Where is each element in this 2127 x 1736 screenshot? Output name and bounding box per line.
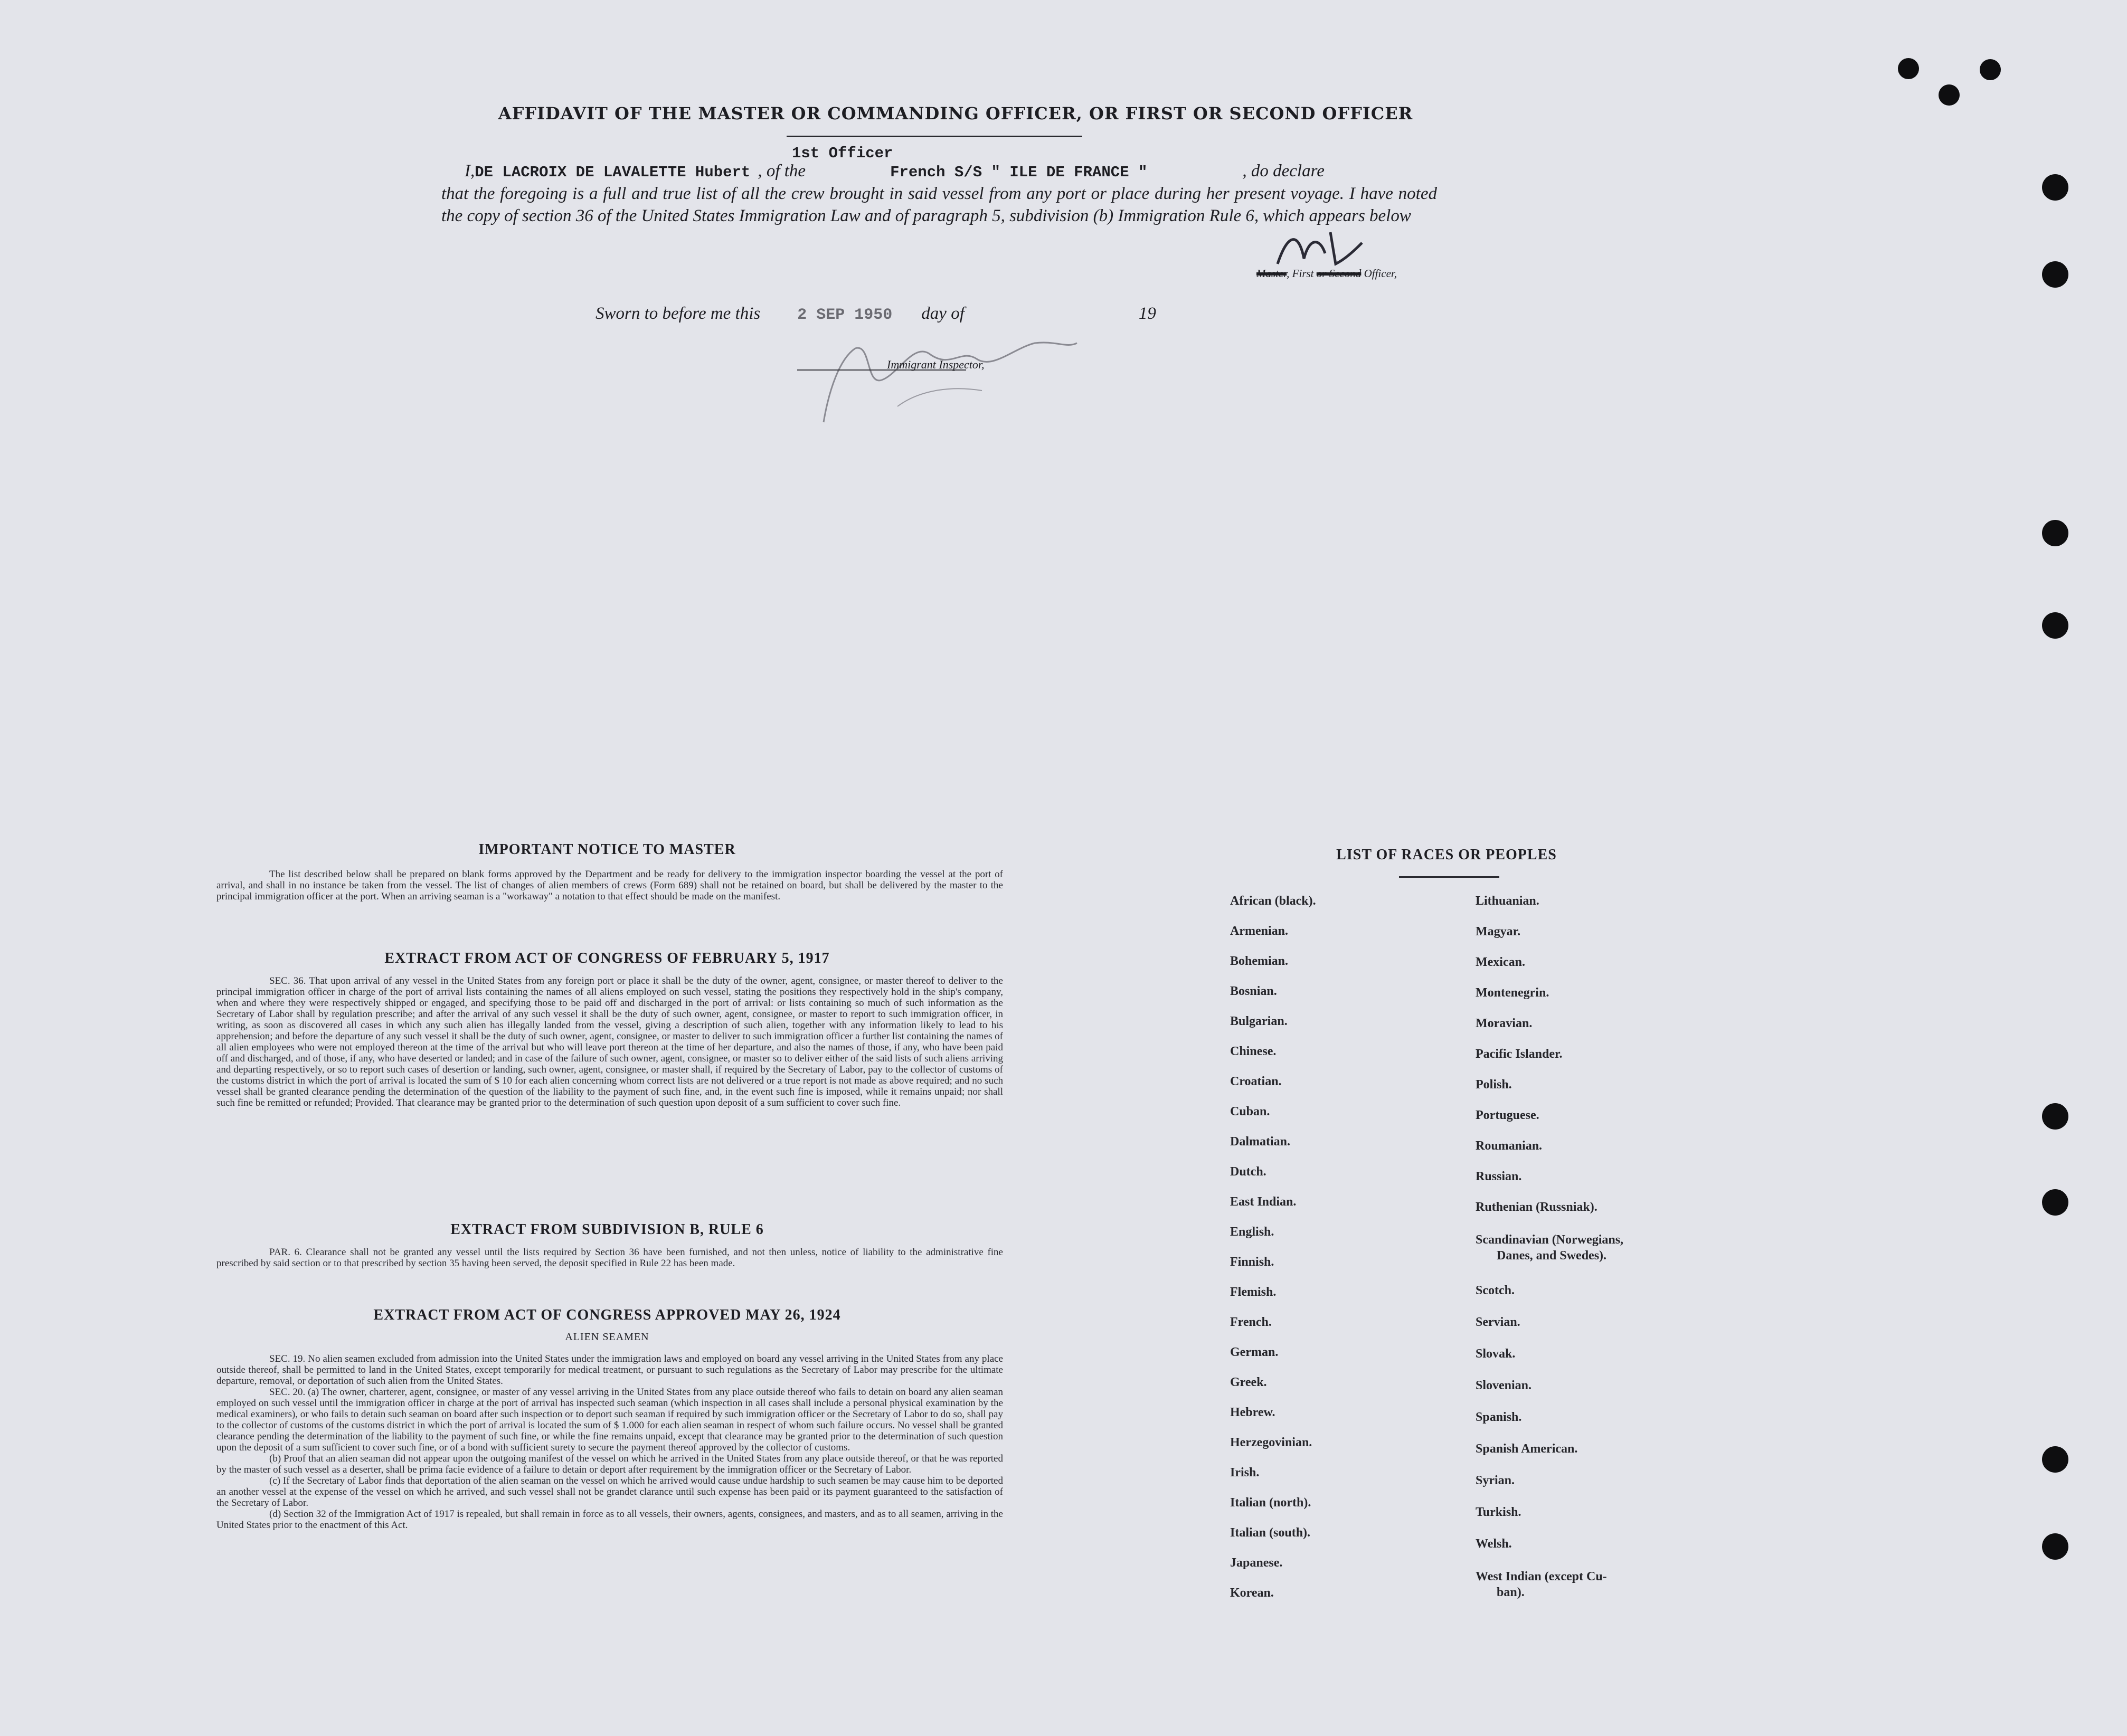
master-name-typed: DE LACROIX DE LAVALETTE Hubert (475, 164, 751, 181)
punch-hole (1980, 59, 2001, 80)
race-item: ban). (1497, 1586, 1525, 1599)
year-prefix: 19 (1138, 304, 1156, 323)
punch-hole (1939, 84, 1960, 106)
race-item: Syrian. (1476, 1474, 1515, 1487)
race-item: East Indian. (1230, 1195, 1297, 1209)
subdivision-b-text: PAR. 6. Clearance shall not be granted any vessel until the lists required by Section 36 have been furnished, and not then unless, notice of liability to the administrative fine prescribed by said section or to that prescribed by section 35 having been served, the deposit specified in Rule 22 has been made. (216, 1247, 1003, 1269)
rank-typed: 1st Officer (792, 145, 893, 162)
sec-20b-text: (b) Proof that an alien seaman did not appear upon the outgoing manifest of the vessel on which he arrived in the United States from any place outside thereof, or that he was reported by the master of such vessel as a deserter, shall be prima facie evidence of a failure to detain or deport after requirement by the immigration officer or the Secretary of Labor. (216, 1453, 1003, 1475)
race-item: Japanese. (1230, 1556, 1283, 1570)
races-column-2 (1476, 894, 1697, 1612)
officer-text: Officer, (1361, 267, 1397, 280)
extract-1917-title: EXTRACT FROM ACT OF CONGRESS OF FEBRUARY 5, 1917 (384, 950, 830, 966)
race-item: Spanish American. (1476, 1442, 1578, 1456)
notice-title: IMPORTANT NOTICE TO MASTER (478, 841, 736, 858)
punch-hole (1898, 58, 1919, 79)
race-item: Portuguese. (1476, 1108, 1539, 1122)
race-item: Dutch. (1230, 1165, 1266, 1179)
of-the-text: , of the (758, 162, 806, 181)
race-item: Korean. (1230, 1586, 1274, 1600)
race-item: West Indian (except Cu- (1476, 1570, 1607, 1583)
race-item: Turkish. (1476, 1505, 1521, 1519)
first-text: , First (1287, 267, 1314, 280)
race-item: Scandinavian (Norwegians, (1476, 1233, 1624, 1247)
day-of-text: day of (921, 304, 965, 323)
race-item: Pacific Islander. (1476, 1047, 1563, 1061)
race-item: Roumanian. (1476, 1139, 1543, 1153)
race-item: Dalmatian. (1230, 1135, 1290, 1149)
sec-20c-text: (c) If the Secretary of Labor finds that deportation of the alien seaman on the vessel on which he arrived would cause undue hardship to such seamen be may cause him to be deported an another vessel at the expense of the vessel on which he arrived, and such vessel shall not be grandet clarance until such expense has been paid or its payment guaranteed to the satisfaction of the Secretary of Labor. (216, 1475, 1003, 1509)
subdivision-b-title: EXTRACT FROM SUBDIVISION B, RULE 6 (450, 1221, 764, 1238)
race-item: Armenian. (1230, 924, 1288, 938)
notice-text: The list described below shall be prepared on blank forms approved by the Department and be ready for delivery to the immigration inspector boarding the vessel at the port of arrival, and shall in no instance be taken from the vessel. The list of changes of alien members of crews (Form 689) shall not be retained on board, but shall be delivered by the master to the principal immigration officer at the port. When an arriving seaman is a "workaway" a notation to that effect should be made on the manifest. (216, 869, 1003, 902)
race-item: Ruthenian (Russniak). (1476, 1200, 1597, 1214)
sec-20a-text: SEC. 20. (a) The owner, charterer, agent, consignee, or master of any vessel arriving in the United States from any place outside thereof who fails to detain on board any alien seaman employed on such vessel until the immigration officer in charge at the port of arrival has inspected such seaman (which inspection in all cases shall include a personal physical examination by the medical examiners), or who fails to detain such seaman on board after such inspection or to deport such seaman if required by such immigration officer or the Secretary of Labor to do so, shall pay to the collector of customs of the customs district in which the port of arrival is located the sum of $ 1.000 for each alien seaman in respect of whom such failure occurs. No vessel shall be granted clearance pending the determination of the liability to the payment of such fine, or while the fine remains unpaid, except that clearance may be granted prior to the determination of such question upon the deposit of a sum sufficient to cover such fine, or of a bond with sufficient surety to secure the payment thereof approved by the collector of customs. (216, 1387, 1003, 1453)
declaration-body: that the foregoing is a full and true list of all the crew brought in said vessel from any port or place during her present voyage. I have noted the copy of section 36 of the United States Immigration Law and of paragraph 5, subdivision (b) Immigration Rule 6, which appears below (441, 184, 1437, 225)
punch-hole (2042, 1533, 2068, 1560)
extract-1917-text: SEC. 36. That upon arrival of any vessel in the United States from any foreign port or place it shall be the duty of the owner, agent, consignee, or master thereof to deliver to the principal immigration officer in charge of the port of arrival lists containing the names of all aliens employed on such vessel, stating the positions they respectively hold in the ship's company, when and where they were respectively shipped or engaged, and specifying those to be paid off and discharged in the port of arrival: or lists containing so much of such information as the Secretary of Labor shall by regulation prescribe; and after the arrival of any such vessel it shall be the duty of such owner, agent, consignee, or master to report to such immigration officer, in writing, as soon as discovered all cases in which any such alien has illegally landed from the vessel, giving a description of such alien, together with any information likely to lead to his apprehension; and before the departure of any such vessel it shall be the duty of such owner, agent, consignee, or master to deliver to such immigration officer a further list containing the names of all alien employees who were not employed thereon at the time of the arrival but who will leave port thereon at the time of her departure, and also the names of those, if any, who have been paid off and discharged, and of those, if any, who have deserted or landed; and in case of the failure of such owner, agent, consignee, or master so to deliver either of the said lists of such aliens arriving and departing respectively, or so to report such cases of desertion or landing, such owner, agent, consignee, or master shall, if required by the Secretary of Labor, pay to the collector of customs of the customs district in which the port of arrival is located the sum of $ 10 for each alien concerning whom correct lists are not delivered or a true report is not made as above required; and no such vessel shall be granted clearance pending the determination of the question of the liability to the payment of such fine, and, in the event such fine is imposed, while it remains unpaid; nor shall such fine be remitted or refunded; Provided. That clearance may be granted prior to the determination of such question upon deposit of a sum sufficient to cover such fine. (216, 975, 1003, 1108)
race-item: Irish. (1230, 1466, 1260, 1479)
race-item: Russian. (1476, 1170, 1522, 1183)
declaration-line (465, 162, 1436, 181)
race-item: Welsh. (1476, 1537, 1512, 1551)
race-item: Spanish. (1476, 1410, 1522, 1424)
race-item: Mexican. (1476, 955, 1525, 969)
extract-1924-title: EXTRACT FROM ACT OF CONGRESS APPROVED MAY 26, 1924 (373, 1307, 841, 1323)
race-item: Magyar. (1476, 925, 1521, 938)
race-item: Montenegrin. (1476, 986, 1549, 1000)
title-rule (787, 136, 1082, 137)
punch-hole (2042, 174, 2068, 201)
race-item: Italian (north). (1230, 1496, 1311, 1510)
extract-1924-body (216, 1353, 1003, 1531)
race-item: Finnish. (1230, 1255, 1274, 1269)
race-item: Bulgarian. (1230, 1014, 1288, 1028)
races-title: LIST OF RACES OR PEOPLES (1336, 847, 1557, 863)
races-column-1 (1230, 894, 1441, 1601)
race-item: Herzegovinian. (1230, 1436, 1312, 1449)
declaration-prefix: I, (465, 162, 475, 181)
race-item: Slovak. (1476, 1347, 1516, 1361)
race-item: Lithuanian. (1476, 894, 1539, 908)
master-struck: Master (1256, 267, 1287, 280)
punch-hole (2042, 520, 2068, 546)
race-item: Chinese. (1230, 1045, 1277, 1058)
sworn-line (595, 304, 1156, 324)
declare-text: , do declare (1242, 162, 1325, 181)
race-item: Slovenian. (1476, 1379, 1532, 1392)
race-item: Flemish. (1230, 1285, 1277, 1299)
race-item: Greek. (1230, 1375, 1267, 1389)
inspector-signature (792, 327, 1088, 433)
race-item: German. (1230, 1345, 1279, 1359)
sworn-prefix: Sworn to before me this (595, 304, 761, 323)
punch-hole (2042, 1103, 2068, 1130)
race-item: French. (1230, 1315, 1272, 1329)
race-item: English. (1230, 1225, 1274, 1239)
race-item: African (black). (1230, 894, 1316, 908)
race-item: Hebrew. (1230, 1406, 1275, 1419)
race-item: Moravian. (1476, 1017, 1533, 1030)
race-item: Polish. (1476, 1078, 1512, 1092)
affidavit-title: AFFIDAVIT OF THE MASTER OR COMMANDING OFFICER, OR FIRST OR SECOND OFFICER (498, 103, 1413, 124)
race-item: Italian (south). (1230, 1526, 1311, 1540)
punch-hole (2042, 1189, 2068, 1216)
inspector-label: Immigrant Inspector, (887, 358, 985, 371)
race-item: Bosnian. (1230, 984, 1277, 998)
races-rule (1399, 876, 1499, 878)
sec-19-text: SEC. 19. No alien seamen excluded from admission into the United States under the immigration laws and employed on board any vessel arriving in the United States from any place outside thereof, shall be permitted to land in the United States, except temporarily for medical treatment, or pursuant to such regulations as the Secretary of Labor may prescribe for the ultimate departure, removal, or deportation of such alien from the United States. (216, 1353, 1003, 1387)
race-item: Servian. (1476, 1315, 1520, 1329)
extract-1924-subtitle: ALIEN SEAMEN (565, 1331, 649, 1343)
second-struck: or Second (1316, 267, 1362, 280)
vessel-name-typed: French S/S " ILE DE FRANCE " (890, 164, 1148, 181)
punch-hole (2042, 261, 2068, 288)
race-item: Bohemian. (1230, 954, 1289, 968)
race-item: Scotch. (1476, 1284, 1515, 1297)
date-stamp: 2 SEP 1950 (797, 306, 893, 324)
race-item: Danes, and Swedes). (1497, 1249, 1607, 1263)
race-item: Croatian. (1230, 1075, 1282, 1088)
signature-title (1256, 267, 1397, 280)
punch-hole (2042, 612, 2068, 639)
punch-hole (2042, 1446, 2068, 1473)
race-item: Cuban. (1230, 1105, 1270, 1118)
sec-20d-text: (d) Section 32 of the Immigration Act of 1917 is repealed, but shall remain in force as to all vessels, their owners, agents, consignees, and masters, and as to all seamen, arriving in the United States prior to the enactment of this Act. (216, 1509, 1003, 1531)
